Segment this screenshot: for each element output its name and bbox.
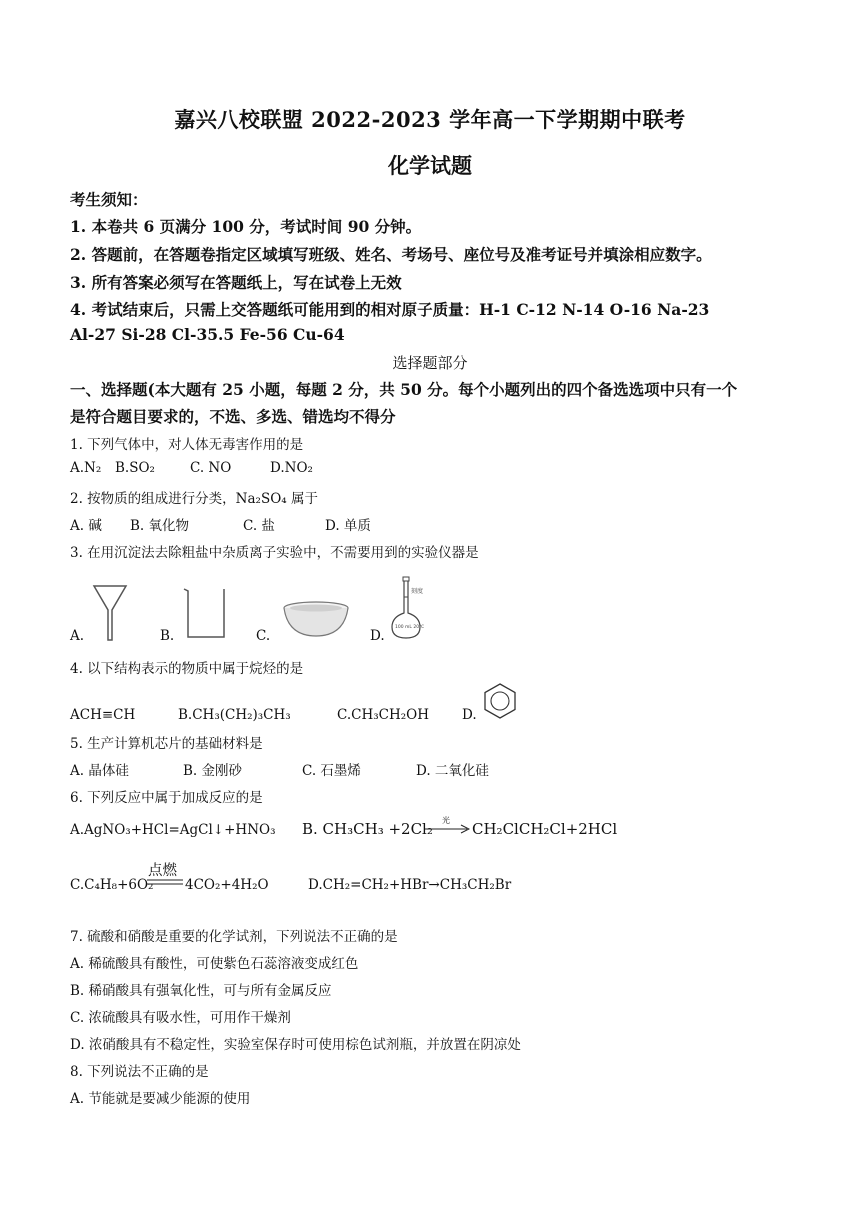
q1-option-c: C. NO	[190, 460, 232, 476]
q7-option-d: D. 浓硝酸具有不稳定性，实验室保存时可使用棕色试剂瓶，并放置在阴凉处	[70, 1037, 521, 1053]
exam-subtitle: 化学试题	[388, 153, 472, 178]
benzene-ring-icon	[482, 682, 518, 720]
q3-stem: 3. 在用沉淀法去除粗盐中杂质离子实验中，不需要用到的实验仪器是	[70, 545, 479, 561]
q6-option-c-left: C.C₄H₈+6O₂	[70, 877, 154, 893]
q7-option-a: A. 稀硫酸具有酸性，可使紫色石蕊溶液变成红色	[70, 956, 359, 972]
q4-option-b: B.CH₃(CH₂)₃CH₃	[178, 707, 291, 723]
q5-option-a: A. 晶体硅	[70, 763, 129, 779]
equals-condition-icon	[147, 878, 183, 886]
funnel-icon	[90, 582, 130, 642]
section-title: 选择题部分	[392, 354, 468, 372]
notice-item-2: 2. 答题前，在答题卷指定区域填写班级、姓名、考场号、座位号及准考证号并填涂相应数字。	[70, 245, 712, 264]
q7-option-c: C. 浓硫酸具有吸水性，可用作干燥剂	[70, 1010, 291, 1026]
notice-item-1: 1. 本卷共 6 页满分 100 分，考试时间 90 分钟。	[70, 217, 422, 236]
q7-option-b: B. 稀硝酸具有强氧化性，可与所有金属反应	[70, 983, 332, 999]
beaker-icon	[180, 585, 228, 641]
q5-option-c: C. 石墨烯	[302, 763, 361, 779]
q6-option-a: A.AgNO₃+HCl=AgCl↓+HNO₃	[70, 822, 276, 838]
q8-option-a: A. 节能就是要减少能源的使用	[70, 1091, 251, 1107]
q5-option-d: D. 二氧化硅	[416, 763, 489, 779]
exam-title: 嘉兴八校联盟 2022-2023 学年高一下学期期中联考	[174, 107, 686, 132]
q6-option-b-condition: 光	[442, 816, 450, 825]
q4-stem: 4. 以下结构表示的物质中属于烷烃的是	[70, 661, 304, 677]
q5-stem: 5. 生产计算机芯片的基础材料是	[70, 736, 263, 752]
q6-option-c-right: 4CO₂+4H₂O	[185, 877, 269, 893]
flask-label-body: 100 mL 20℃	[395, 625, 425, 630]
notice-item-3: 3. 所有答案必须写在答题纸上，写在试卷上无效	[70, 273, 402, 292]
q3-option-c: C.	[256, 628, 271, 644]
notice-heading: 考生须知：	[70, 190, 148, 209]
evaporating-dish-icon	[280, 598, 352, 642]
q4-option-a: ACH≡CH	[70, 707, 136, 723]
q7-stem: 7. 硫酸和硝酸是重要的化学试剂，下列说法不正确的是	[70, 929, 398, 945]
q2-option-c: C. 盐	[243, 518, 275, 534]
q3-option-b: B.	[160, 628, 175, 644]
q6-option-d: D.CH₂=CH₂+HBr→CH₃CH₂Br	[308, 877, 512, 893]
notice-item-5: Al-27 Si-28 Cl-35.5 Fe-56 Cu-64	[70, 325, 345, 344]
q4-option-d: D.	[462, 707, 477, 723]
reaction-arrow-icon	[425, 824, 470, 834]
q2-stem: 2. 按物质的组成进行分类，Na₂SO₄ 属于	[70, 491, 318, 507]
flask-label-top: 刻度	[411, 588, 424, 595]
q6-stem: 6. 下列反应中属于加成反应的是	[70, 790, 263, 806]
notice-item-4: 4. 考试结束后，只需上交答题纸可能用到的相对原子质量：H-1 C-12 N-14 O-16 Na-23	[70, 300, 710, 319]
section-instructions-2: 是符合题目要求的，不选、多选、错选均不得分	[70, 407, 396, 426]
q6-option-b-right: CH₂ClCH₂Cl+2HCl	[472, 820, 618, 838]
q1-option-b: B.SO₂	[115, 460, 155, 476]
volumetric-flask-icon	[388, 575, 440, 641]
q1-option-a: A.N₂	[70, 460, 102, 476]
section-instructions-1: 一、选择题(本大题有 25 小题，每题 2 分，共 50 分。每个小题列出的四个备选选项中只有一个	[70, 380, 738, 399]
q6-option-b-left: B. CH₃CH₃ +2Cl₂	[302, 820, 433, 838]
q3-option-a: A.	[70, 628, 85, 644]
q5-option-b: B. 金刚砂	[183, 763, 243, 779]
q2-option-b: B. 氧化物	[130, 518, 190, 534]
q3-option-d: D.	[370, 628, 385, 644]
q1-stem: 1. 下列气体中，对人体无毒害作用的是	[70, 437, 304, 453]
q4-option-c: C.CH₃CH₂OH	[337, 707, 430, 723]
q8-stem: 8. 下列说法不正确的是	[70, 1064, 209, 1080]
q2-option-d: D. 单质	[325, 518, 371, 534]
q2-option-a: A. 碱	[70, 518, 102, 534]
q1-option-d: D.NO₂	[270, 460, 313, 476]
q6-option-c-condition: 点燃	[148, 863, 177, 879]
